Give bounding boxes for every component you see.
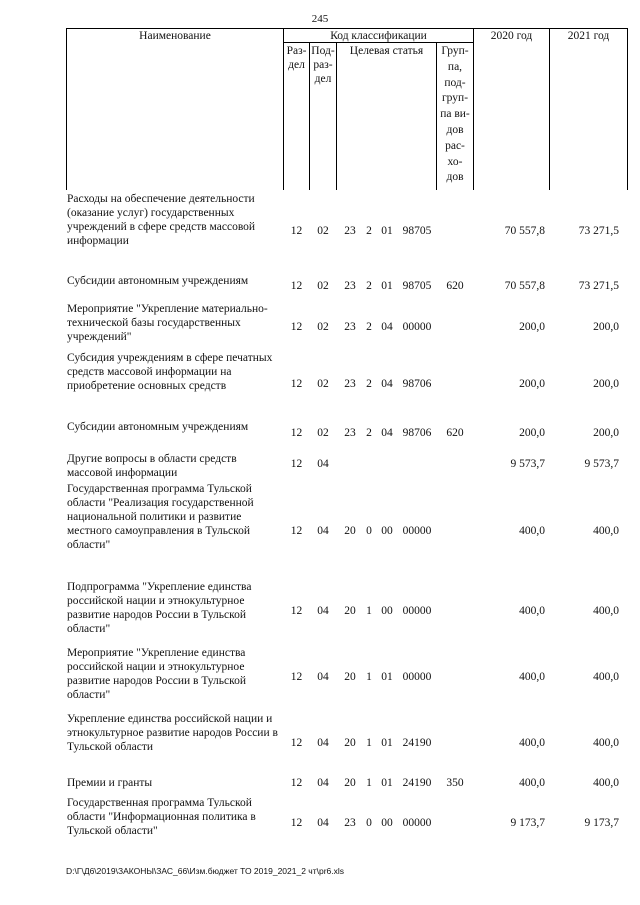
row-c2: 2 [366,427,372,439]
row-c1: 20 [344,525,356,537]
row-c2: 1 [366,605,372,617]
row-v2020: 400,0 [519,671,545,683]
row-name: Укрепление единства российской нации и этнокультурное развитие народов России в Тульской области [67,713,278,753]
row-name: Другие вопросы в области средств массовой информации [67,453,237,479]
page-number: 245 [311,13,329,25]
row-v2020: 400,0 [519,605,545,617]
row-c1: 20 [344,777,356,789]
row-rz: 12 [290,525,303,537]
row-c2: 2 [366,225,372,237]
row-pr: 02 [317,427,329,439]
row-name: Государственная программа Тульской области "Реализация государственной национальной политики и развитие местного самоуправления в Тульской области" [67,483,254,551]
row-c1: 23 [344,321,356,333]
row-c3: 04 [381,321,393,333]
row-name: Субсидии автономным учреждениям [67,421,249,433]
header-razdel: Раз- дел [286,45,307,71]
row-v2020: 70 557,8 [504,280,545,292]
row-c3: 04 [381,427,393,439]
row-v2020: 9 573,7 [510,458,545,470]
row-c3: 00 [381,605,393,617]
row-v2020: 9 173,7 [510,817,545,829]
row-c1: 23 [344,225,356,237]
row-v2021: 400,0 [593,777,619,789]
row-pr: 02 [317,321,329,333]
row-rz: 12 [290,777,303,789]
row-name: Подпрограмма "Укрепление единства российской нации и этнокультурное развитие народов России в Тульской области" [67,581,252,635]
row-rz: 12 [290,458,303,470]
header-group: Груп- па, под- груп- па ви- дов рас- хо- дов [440,45,470,184]
row-pr: 04 [317,777,329,789]
row-c1: 20 [344,737,356,749]
row-c1: 23 [344,378,356,390]
row-c4: 00000 [402,321,432,333]
row-c3: 00 [381,525,393,537]
row-rz: 12 [290,225,303,237]
row-v2021: 400,0 [593,605,619,617]
header-2021: 2021 год [567,30,610,42]
row-c3: 01 [381,280,393,292]
row-name: Мероприятие "Укрепление материально-технической базы государственных учреждений" [67,303,268,343]
row-c3: 01 [381,777,393,789]
row-c2: 1 [366,671,372,683]
row-v2020: 400,0 [519,525,545,537]
row-pr: 04 [317,817,329,829]
file-path-footer: D:\Г\Д6\2019\ЗАКОНЫ\ЗАС_66\Изм.бюджет ТО 2019_2021_2 чт\pr6.xls [66,866,345,876]
row-c4: 98705 [402,280,432,292]
row-v2021: 73 271,5 [578,225,619,237]
row-name: Мероприятие "Укрепление единства российской нации и этнокультурное развитие народов России в Тульской области" [67,647,247,701]
header-left-border [66,28,67,190]
row-rz: 12 [290,280,303,292]
row-v2020: 400,0 [519,737,545,749]
row-rz: 12 [290,378,303,390]
row-c4: 24190 [402,777,432,789]
row-c2: 0 [366,817,372,829]
row-c4: 24190 [402,737,432,749]
header-col-2021 [549,28,550,190]
header-col-target [336,42,337,190]
row-pr: 04 [317,737,329,749]
row-c3: 01 [381,225,393,237]
row-c3: 00 [381,817,393,829]
header-target: Целевая статья [349,45,424,57]
row-name: Субсидия учреждениям в сфере печатных средств массовой информации на приобретение основных средств [67,352,273,392]
row-v2021: 400,0 [593,737,619,749]
row-c2: 1 [366,777,372,789]
row-v2021: 200,0 [593,378,619,390]
row-c4: 00000 [402,525,432,537]
row-c2: 2 [366,280,372,292]
row-c4: 98706 [402,427,432,439]
row-pr: 04 [317,671,329,683]
row-name: Премии и гранты [67,777,153,789]
header-code-group: Код классификации [330,30,427,42]
row-pr: 04 [317,458,329,470]
row-c2: 2 [366,321,372,333]
row-c1: 23 [344,427,356,439]
row-rz: 12 [290,737,303,749]
row-c4: 00000 [402,671,432,683]
header-col-2020 [473,28,474,190]
row-vr: 350 [446,777,464,789]
row-v2020: 200,0 [519,427,545,439]
row-pr: 02 [317,378,329,390]
row-v2020: 70 557,8 [504,225,545,237]
row-c3: 01 [381,671,393,683]
row-rz: 12 [290,817,303,829]
header-2020: 2020 год [490,30,533,42]
row-pr: 04 [317,605,329,617]
header-name: Наименование [139,30,211,42]
row-c4: 98706 [402,378,432,390]
row-c3: 01 [381,737,393,749]
row-v2021: 400,0 [593,525,619,537]
row-rz: 12 [290,671,303,683]
row-v2020: 200,0 [519,378,545,390]
row-v2021: 9 573,7 [584,458,619,470]
row-v2021: 200,0 [593,321,619,333]
row-c2: 0 [366,525,372,537]
row-v2021: 400,0 [593,671,619,683]
row-c2: 1 [366,737,372,749]
row-c2: 2 [366,378,372,390]
row-pr: 02 [317,225,329,237]
row-v2021: 73 271,5 [578,280,619,292]
header-podrazdel: Под- раз- дел [311,45,335,85]
row-rz: 12 [290,427,303,439]
row-v2021: 9 173,7 [584,817,619,829]
row-v2020: 400,0 [519,777,545,789]
row-c1: 20 [344,605,356,617]
row-vr: 620 [446,427,464,439]
row-c1: 23 [344,817,356,829]
row-c1: 20 [344,671,356,683]
row-pr: 02 [317,280,329,292]
row-c1: 23 [344,280,356,292]
row-vr: 620 [446,280,464,292]
row-v2021: 200,0 [593,427,619,439]
row-v2020: 200,0 [519,321,545,333]
header-right-border [627,28,628,190]
row-pr: 04 [317,525,329,537]
row-name: Государственная программа Тульской области "Информационная политика в Тульской области" [67,797,256,837]
row-c3: 04 [381,378,393,390]
row-c4: 00000 [402,817,432,829]
row-c4: 00000 [402,605,432,617]
row-c4: 98705 [402,225,432,237]
row-rz: 12 [290,321,303,333]
row-name: Субсидии автономным учреждениям [67,275,249,287]
row-name: Расходы на обеспечение деятельности (оказание услуг) государственных учреждений в сфере средств массовой информации [67,193,256,247]
row-rz: 12 [290,605,303,617]
